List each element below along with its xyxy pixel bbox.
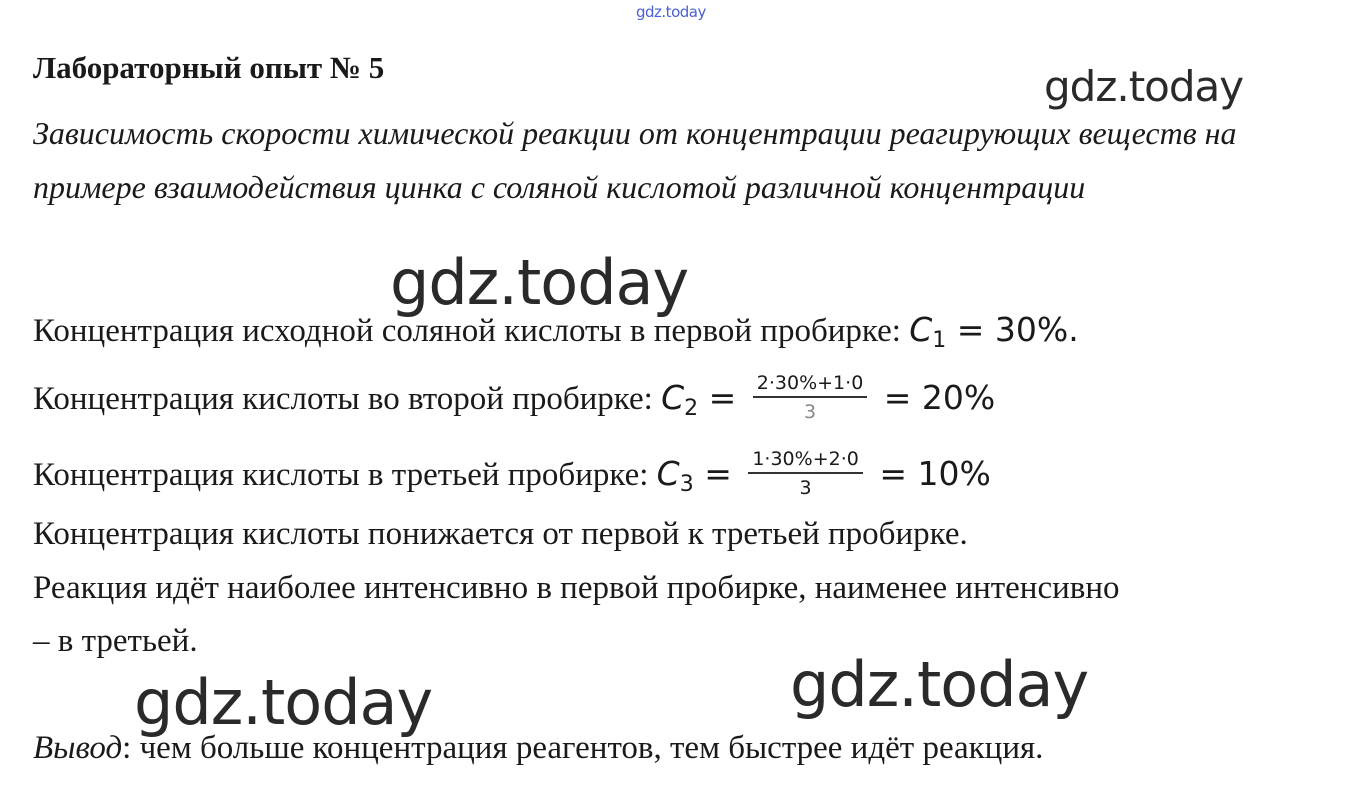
line-text: Концентрация кислоты в третьей пробирке: [33,457,657,494]
text-line-reaction: Реакция идёт наиболее интенсивно в первой пробирке, наименее интенсивно [33,570,1120,606]
watermark: gdz.today [134,666,433,739]
experiment-subtitle: Зависимость скорости химической реакции от концентрации реагирующих веществ на примере взаимодействия цинка с соляной кислотой различной концентрации [33,115,1237,205]
fraction-denominator: 3 [799,477,812,499]
math-subscript: 1 [932,328,947,353]
text-line-trend: Концентрация кислоты понижается от первой к третьей пробирке. [33,516,968,552]
watermark: gdz.today [390,246,689,319]
conclusion-text: : чем больше концентрация реагентов, тем быстрее идёт реакция. [122,730,1044,766]
math-subscript: 2 [684,396,699,422]
concentration-line-3 [33,448,991,503]
math-variable: C [656,454,680,494]
line-text: Концентрация исходной соляной кислоты в первой пробирке: [33,313,910,349]
math-equals: = [693,454,743,494]
text-line-reaction-cont: – в третьей. [33,623,198,659]
concentration-line-1 [33,310,1079,353]
math-equals: = [698,378,747,418]
fraction-numerator: 2·30%+1·0 [753,372,868,398]
watermark: gdz.today [1044,62,1244,111]
fraction-numerator: 1·30%+2·0 [748,448,863,474]
watermark: gdz.today [790,648,1089,721]
conclusion [33,730,1043,767]
conclusion-label: Вывод [33,730,123,766]
watermark-top: gdz.today [636,3,706,21]
math-result: = 10% [868,454,991,494]
math-result: = 20% [873,378,996,418]
page-title: Лабораторный опыт № 5 [33,50,385,85]
math-variable: C [909,310,933,349]
fraction [748,448,863,499]
fraction [753,372,868,423]
math-subscript: 3 [679,472,694,498]
line-text: Концентрация кислоты во второй пробирке: [33,381,662,418]
concentration-line-2 [33,372,996,427]
fraction-denominator: 3 [803,401,817,423]
math-variable: C [661,378,685,418]
math-result: = 30%. [946,310,1079,349]
